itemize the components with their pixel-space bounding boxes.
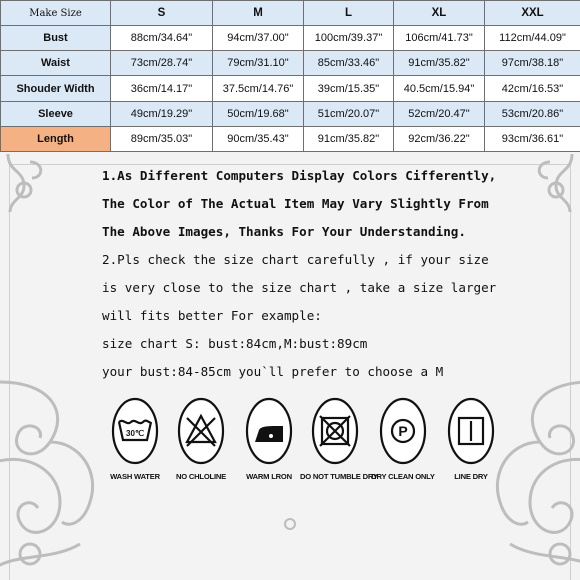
table-cell: 39cm/15.35" [304,76,394,101]
care-item [166,396,236,481]
row-label: Sleeve [1,101,111,126]
table-cell: 90cm/35.43" [213,126,304,151]
care-item [234,396,304,481]
table-cell: 89cm/35.03" [111,126,213,151]
table-cell: 100cm/39.37" [304,26,394,51]
table-cell: 53cm/20.86" [485,101,580,126]
no-tumble-dry-icon [309,396,361,466]
table-cell: 106cm/41.73" [394,26,485,51]
table-cell: 40.5cm/15.94" [394,76,485,101]
care-item [368,396,438,481]
care-item [100,396,170,481]
notice-line: will fits better For example: [102,308,322,323]
table-cell: 85cm/33.46" [304,51,394,76]
size-col-header: S [111,1,213,26]
ornament-top-left-icon [0,152,52,222]
notice-line: 2.Pls check the size chart carefully , if your size [102,252,489,267]
table-cell: 94cm/37.00" [213,26,304,51]
care-label: DO NOT TUMBLE DRY [300,472,378,481]
table-cell: 88cm/34.64" [111,26,213,51]
table-cell: 52cm/20.47" [394,101,485,126]
line-dry-icon [445,396,497,466]
care-label: LINE DRY [454,472,488,481]
notice-line: your bust:84-85cm you`ll prefer to choose a M [102,364,444,379]
size-table-corner: Make Size [1,1,111,26]
row-label: Waist [1,51,111,76]
row-label: Shouder Width [1,76,111,101]
table-row [1,101,580,126]
care-label: DRY CLEAN ONLY [371,472,435,481]
notice-line: is very close to the size chart , take a size larger [102,280,497,295]
care-label: WASH WATER [110,472,160,481]
svg-text:30℃: 30℃ [126,429,144,438]
table-cell: 91cm/35.82" [394,51,485,76]
table-cell: 92cm/36.22" [394,126,485,151]
table-cell: 42cm/16.53" [485,76,580,101]
size-header-row [1,1,580,26]
notice-panel [0,152,580,580]
ornament-left-icon [0,372,110,572]
table-row [1,51,580,76]
table-cell: 91cm/35.82" [304,126,394,151]
table-cell: 73cm/28.74" [111,51,213,76]
notice-line: 1.As Different Computers Display Colors Cifferently, [102,168,497,183]
size-col-header: M [213,1,304,26]
care-item [300,396,378,481]
table-cell: 51cm/20.07" [304,101,394,126]
table-cell: 49cm/19.29" [111,101,213,126]
table-row [1,76,580,101]
size-col-header: XXL [485,1,580,26]
size-chart-table [0,0,580,152]
ornament-top-right-icon [528,152,580,222]
warm-iron-icon [243,396,295,466]
table-cell: 37.5cm/14.76" [213,76,304,101]
table-cell: 36cm/14.17" [111,76,213,101]
table-cell: 97cm/38.18" [485,51,580,76]
svg-text:P: P [398,423,408,439]
table-row [1,126,580,151]
care-label: NO CHLOLINE [175,472,227,481]
table-row [1,26,580,51]
table-cell: 79cm/31.10" [213,51,304,76]
wash-water-30-icon [109,396,161,466]
ornament-bottom-icon [280,514,300,534]
no-chlorine-icon [175,396,227,466]
care-label: WARM LRON [246,472,292,481]
row-label-highlighted: Length [1,126,111,151]
row-label: Bust [1,26,111,51]
notice-line: The Above Images, Thanks For Your Understanding. [102,224,466,239]
notice-line: The Color of The Actual Item May Vary Slightly From [102,196,489,211]
table-cell: 93cm/36.61" [485,126,580,151]
care-item [436,396,506,481]
dry-clean-only-icon [377,396,429,466]
table-cell: 112cm/44.09" [485,26,580,51]
notice-line: size chart S: bust:84cm,M:bust:89cm [102,336,368,351]
size-col-header: XL [394,1,485,26]
care-instructions [100,396,500,496]
table-cell: 50cm/19.68" [213,101,304,126]
size-col-header: L [304,1,394,26]
